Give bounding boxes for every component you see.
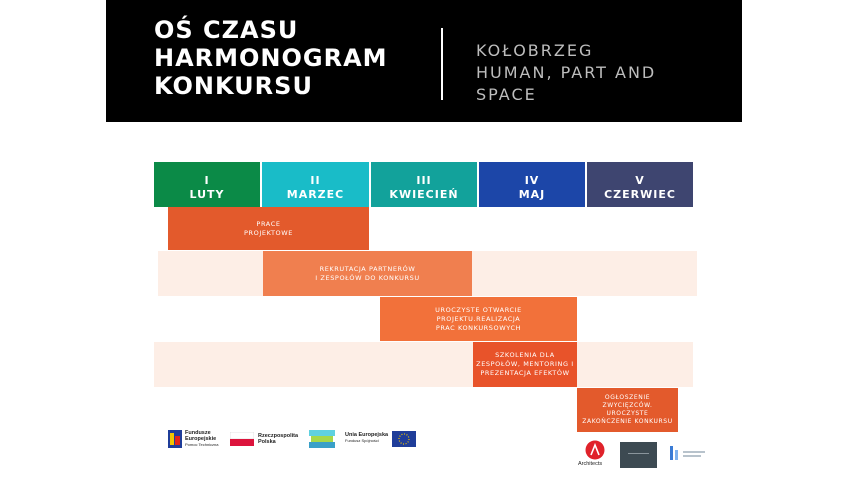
month-name: MARZEC — [286, 188, 345, 201]
header-divider — [441, 28, 443, 100]
month-number: IV — [524, 174, 540, 187]
month-name: CZERWIEC — [604, 188, 676, 201]
task-bar-prace-projektowe — [168, 207, 369, 250]
fe-line-1: Fundusze — [185, 430, 211, 436]
space-part-icon — [309, 430, 335, 448]
month-header-1 — [154, 162, 260, 207]
month-name: MAJ — [518, 188, 546, 201]
small-blue-logo — [670, 446, 710, 464]
architects-circle-icon — [585, 440, 605, 460]
month-name: LUTY — [189, 188, 225, 201]
title-line-2: HARMONOGRAM — [154, 44, 388, 72]
fe-flag-icon — [168, 430, 182, 448]
month-header-5 — [587, 162, 693, 207]
unia-europejska-logo — [345, 430, 417, 450]
task-label: OGŁOSZENIE ZWYCIĘZCÓW. UROCZYSTE ZAKOŃCZENIE KONKURSU — [582, 394, 673, 425]
row-band-2 — [154, 342, 693, 387]
architects-logo — [578, 440, 612, 470]
task-bar-szkolenia — [473, 342, 577, 387]
page-subtitle — [476, 40, 656, 106]
task-bar-ogloszenie — [577, 388, 678, 432]
space-part-logo — [309, 430, 335, 448]
fe-line-3: Pomoc Techniczna — [185, 442, 219, 447]
rp-line-2: Polska — [258, 439, 276, 445]
fe-line-2: Europejskie — [185, 436, 217, 442]
subtitle-line-2: HUMAN, PART AND — [476, 63, 657, 82]
month-header-2 — [262, 162, 369, 207]
subtitle-line-3: SPACE — [476, 85, 537, 104]
fundusze-europejskie-logo — [168, 428, 224, 450]
architects-label: Architects — [578, 461, 603, 467]
subtitle-line-1: KOŁOBRZEG — [476, 41, 594, 60]
month-number: III — [416, 174, 432, 187]
polish-flag-icon — [230, 432, 254, 446]
month-number: II — [310, 174, 321, 187]
rp-line-1: Rzeczpospolita — [258, 433, 299, 439]
ue-line-2: Fundusz Spójności — [345, 438, 379, 443]
task-label: SZKOLENIA DLA ZESPOŁÓW, MENTORING I PREZENTACJA EFEKTÓW — [476, 351, 574, 377]
month-name: KWIECIEŃ — [389, 188, 459, 201]
month-header-3 — [371, 162, 477, 207]
page-title — [154, 16, 388, 100]
task-bar-rekrutacja — [263, 251, 472, 296]
header-banner — [106, 0, 742, 122]
month-number: I — [204, 174, 210, 187]
title-line-3: KONKURSU — [154, 72, 313, 100]
task-label: UROCZYSTE OTWARCIE PROJEKTU.REALIZACJA PRAC KONKURSOWYCH — [435, 305, 522, 332]
title-line-1: OŚ CZASU — [154, 16, 299, 44]
eu-flag-icon — [392, 431, 416, 447]
rzeczpospolita-polska-logo — [230, 431, 300, 447]
task-label: REKRUTACJA PARTNERÓW I ZESPOŁÓW DO KONKURSU — [315, 264, 420, 282]
dark-square-logo — [620, 442, 657, 468]
blue-mark-icon — [670, 446, 680, 460]
ue-line-1: Unia Europejska — [345, 432, 389, 438]
task-label: PRACE PROJEKTOWE — [244, 219, 293, 237]
month-header-4 — [479, 162, 585, 207]
task-bar-uroczyste-otwarcie — [380, 297, 577, 341]
month-number: V — [635, 174, 645, 187]
